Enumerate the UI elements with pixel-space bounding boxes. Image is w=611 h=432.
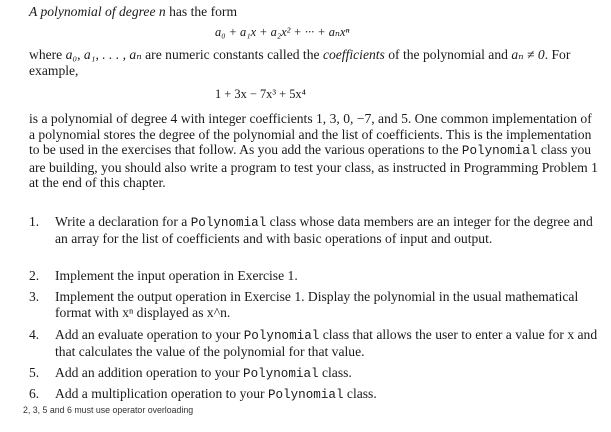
definition-end: of the polynomial and [384,47,512,62]
exercise-text: Implement the output operation in Exercise 1. Display the polynomial in the usual mathematical format with xⁿ displayed as x^n. [55,289,579,321]
definition-middle: are numeric constants called the [141,47,323,62]
exercise-6 [55,386,603,403]
definition-text [29,47,601,78]
exercise-4 [55,327,603,360]
intro-rest: has the form [165,4,238,19]
definition-prefix: where [29,47,66,62]
exercise-code: Polynomial [243,367,319,381]
exercise-text: Add a multiplication operation to your [55,386,268,401]
exercise-text: Add an evaluate operation to your [55,327,244,342]
paragraph-part-1: is a polynomial of degree 4 with integer coefficients 1, 3, 0, −7, and 5. One common implementation of a polynomial stores the degree of the polynomial and the list of coefficients. This is the implementation to be used in the exercises that follow. As you add the various operations to the [29,111,592,157]
exercise-2 [55,268,603,284]
definition-tail: . For example, [29,47,571,78]
general-polynomial-formula: a₀ + a₁x + a₂x² + ··· + aₙxⁿ [215,25,350,39]
exercise-3 [55,289,603,321]
exercise-number: 4. [29,327,40,342]
intro-italic: A polynomial of degree n [29,4,166,19]
exercise-text: Write a declaration for a [55,214,191,229]
paragraph-code: Polynomial [461,144,538,158]
exercise-code: Polynomial [190,216,267,230]
exercise-text-end: class. [343,386,377,401]
exercise-code: Polynomial [267,388,344,402]
exercise-number: 3. [29,289,40,304]
exercise-number: 5. [29,365,40,380]
handwritten-note: 2, 3, 5 and 6 must use operator overloading [23,405,194,415]
intro-line [29,4,601,20]
exercise-number: 6. [29,386,40,401]
exercise-code: Polynomial [243,329,320,343]
definition-vars: a₀, a₁, . . . , aₙ [65,47,142,62]
paragraph-part-2: class you are building, you should also write a program to test your class, as instructed in Programming Problem 1 at the end of this chapter. [29,142,598,190]
exercise-number: 1. [29,214,40,229]
exercise-text-end: class whose data members are an integer for the degree and an array for the list of coefficients and with basic operations of input and output. [55,214,593,247]
description-paragraph [29,111,601,191]
exercise-text: Implement the input operation in Exercise 1. [55,268,298,283]
exercise-text: Add an addition operation to your [55,365,244,380]
exercise-1 [55,214,603,247]
exercise-5 [55,365,603,382]
definition-condition: aₙ ≠ 0 [511,47,545,62]
exercise-number: 2. [29,268,40,283]
exercise-text-end: class that allows the user to enter a value for x and that calculates the value of the polynomial for that value. [55,327,598,360]
exercise-text-end: class. [318,365,352,380]
example-polynomial-formula: 1 + 3x − 7x³ + 5x⁴ [215,87,306,101]
definition-term: coefficients [322,47,385,62]
